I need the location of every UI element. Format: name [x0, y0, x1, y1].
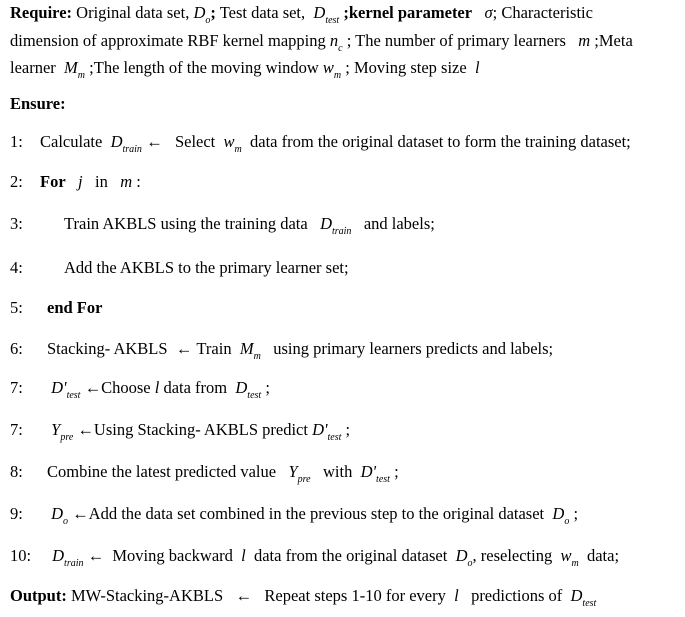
step-4: 4: Add the AKBLS to the primary learner set; — [10, 258, 349, 277]
output-label: Output: — [10, 586, 67, 605]
step-2: 2: For j in m : — [10, 172, 141, 191]
require-line-3: learner $M_m$ ;The length of the moving window $w_m$ ; Moving step size l — [10, 58, 480, 81]
step-5: 5: end For — [10, 298, 103, 317]
step-8: 8: Combine the latest predicted value $Y_{pre}$ with $D'_{test}$ ; — [10, 462, 399, 485]
ensure-line — [10, 94, 679, 114]
step-7a: 7: $D'_{test}$ ←Choose l data from $D_{test}$ ; — [10, 378, 270, 401]
require-line-2: dimension of approximate RBF kernel mapping $n_c$ ; The number of primary learners m ;Meta — [10, 31, 633, 54]
step-6: 6: Stacking- AKBLS ← Train $M_m$ using primary learners predicts and labels; — [10, 339, 554, 362]
step-1: 1: Calculate $D_{train}$ ← Select $w_m$ data from the original dataset to form the training dataset; — [10, 132, 631, 155]
output-line: Output: MW-Stacking-AKBLS ← Repeat steps 1-10 for every l predictions of $D_{test}$ — [10, 586, 597, 609]
require-label: Require: — [10, 3, 73, 22]
step-7b: 7: $Y_{pre}$ ←Using Stacking- AKBLS predict $D'_{test}$ ; — [10, 420, 351, 443]
step-10: 10: $D_{train}$ ← Moving backward l data from the original dataset $D_o$, reselecting $w_m$ data; — [10, 546, 620, 569]
ensure-label: Ensure: — [10, 94, 66, 113]
step-9: 9: $D_o$ ←Add the data set combined in the previous step to the original dataset $D_o$ ; — [10, 504, 579, 527]
step-3: 3: Train AKBLS using the training data $D_{train}$ and labels; — [10, 214, 435, 237]
require-line-1: Require: Original data set, $D_o$; Test data set, $D_{test}$ ;kernel parameter σ; Characteristic — [10, 3, 593, 26]
